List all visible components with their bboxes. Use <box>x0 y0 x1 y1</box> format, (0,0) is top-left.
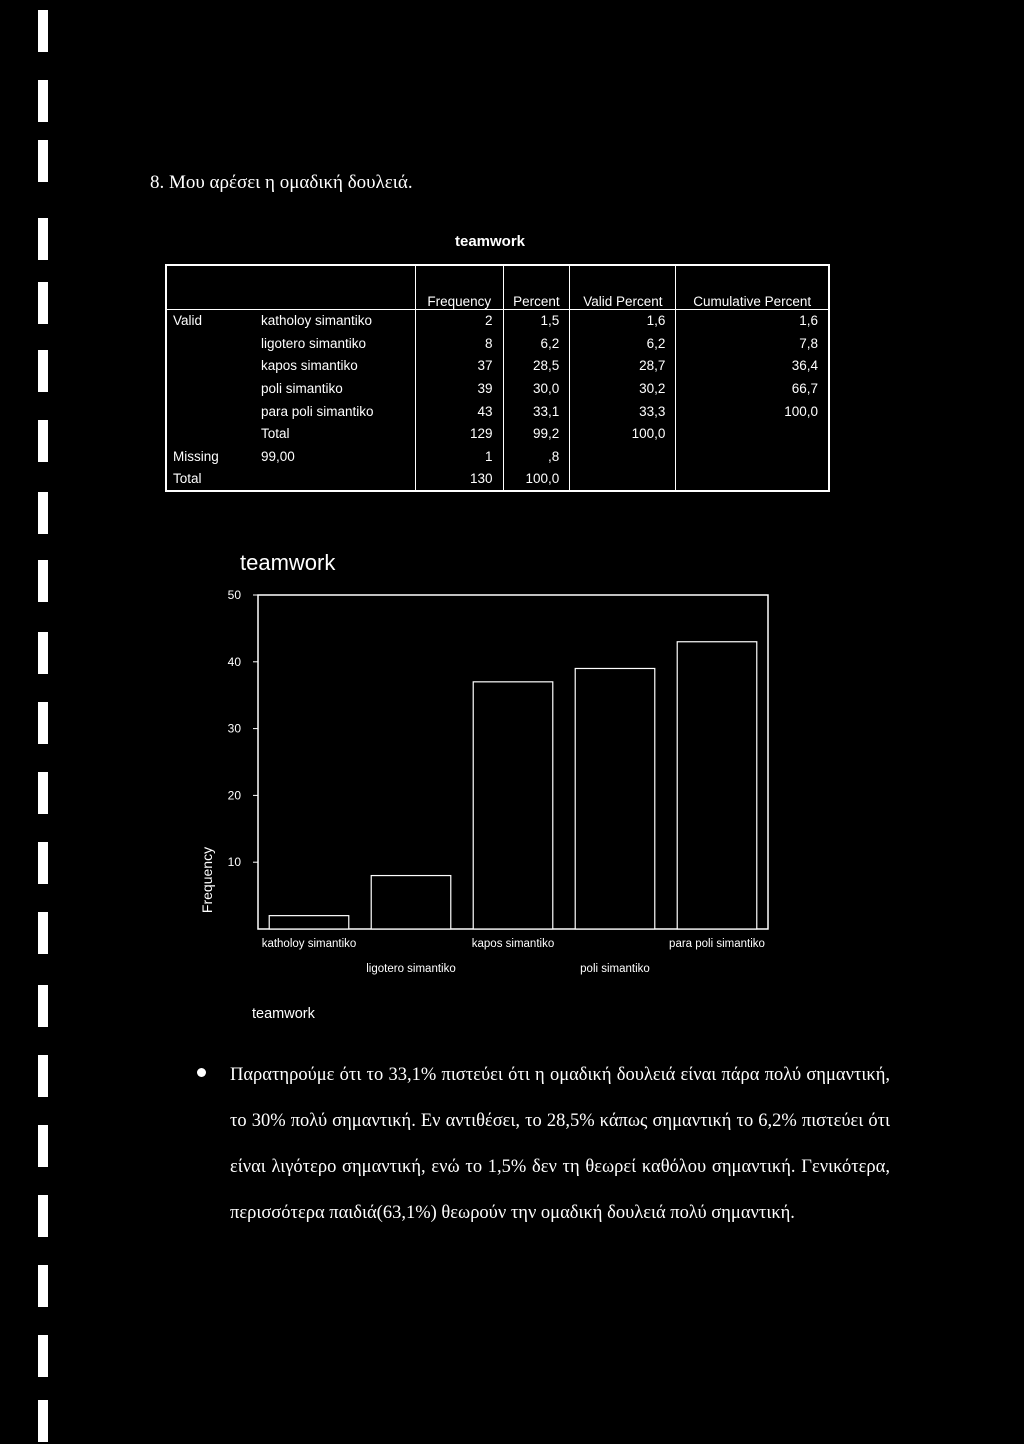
table-cell: kapos simantiko <box>261 358 358 374</box>
edge-mark <box>38 1125 48 1167</box>
table-title: teamwork <box>455 233 526 250</box>
table-cell <box>570 468 676 492</box>
table-cell: katholoy simantiko <box>261 313 373 329</box>
table-cell: 100,0 <box>676 400 829 423</box>
table-row <box>166 422 829 445</box>
y-axis-label: Frequency <box>199 846 215 914</box>
table-cell: ,8 <box>503 445 570 468</box>
x-tick-label: kapos simantiko <box>471 938 555 950</box>
table-cell: 39 <box>416 377 504 400</box>
table-body <box>166 309 829 491</box>
x-tick-label: para poli simantiko <box>669 938 765 950</box>
header-cumulative-percent: Cumulative Percent <box>676 265 829 309</box>
header-valid-percent: Valid Percent <box>570 265 676 309</box>
table-cell: 6,2 <box>570 332 676 355</box>
table-cell: 129 <box>416 422 504 445</box>
table-cell <box>257 468 416 492</box>
table-cell: 30,0 <box>503 377 570 400</box>
header-frequency: Frequency <box>416 265 504 309</box>
edge-mark <box>38 420 48 462</box>
edge-mark <box>38 632 48 674</box>
table-cell: para poli simantiko <box>261 403 374 419</box>
table-cell: Valid <box>173 313 203 329</box>
edge-mark <box>38 492 48 534</box>
edge-mark <box>38 140 48 182</box>
table-cell <box>166 422 257 445</box>
bar-1 <box>371 876 451 929</box>
table-cell <box>166 377 257 400</box>
table-row <box>166 355 829 378</box>
plot-frame <box>258 595 768 929</box>
table-cell: 99,2 <box>503 422 570 445</box>
edge-mark <box>38 282 48 324</box>
table-cell: 43 <box>416 400 504 423</box>
edge-mark <box>38 1055 48 1097</box>
table-cell: 66,7 <box>676 377 829 400</box>
table-cell <box>166 332 257 355</box>
frequency-table <box>165 264 830 492</box>
table-cell: 33,3 <box>570 400 676 423</box>
table-cell <box>676 468 829 492</box>
y-tick-label: 10 <box>227 855 241 870</box>
table-cell: 36,4 <box>676 355 829 378</box>
y-tick-label: 30 <box>227 721 241 736</box>
edge-mark <box>38 985 48 1027</box>
bullet-icon <box>197 1068 206 1077</box>
table-cell <box>676 422 829 445</box>
bar-3 <box>575 668 655 929</box>
edge-mark <box>38 912 48 954</box>
table-cell <box>570 445 676 468</box>
table-cell: 37 <box>416 355 504 378</box>
edge-mark <box>38 218 48 260</box>
table-row <box>166 377 829 400</box>
edge-mark <box>38 1195 48 1237</box>
table-cell <box>166 400 257 423</box>
y-tick-label: 20 <box>227 788 241 803</box>
table-cell: Missing <box>173 448 219 464</box>
header-cell <box>166 265 257 309</box>
table-cell: 7,8 <box>676 332 829 355</box>
x-tick-label: katholoy simantiko <box>261 938 357 950</box>
header-cell <box>257 265 416 309</box>
table-row <box>166 332 829 355</box>
edge-mark <box>38 772 48 814</box>
table-cell: 1,6 <box>676 309 829 332</box>
table-cell: 100,0 <box>570 422 676 445</box>
table-cell <box>166 355 257 378</box>
header-percent: Percent <box>503 265 570 309</box>
table-cell: 8 <box>416 332 504 355</box>
table-cell: ligotero simantiko <box>261 335 367 351</box>
table-cell <box>676 445 829 468</box>
y-tick-label: 50 <box>227 588 241 602</box>
table-cell: 30,2 <box>570 377 676 400</box>
table-cell: Total <box>173 471 202 487</box>
table-row <box>166 400 829 423</box>
table-cell: 99,00 <box>261 448 295 464</box>
table-row <box>166 309 829 332</box>
table-cell: 28,7 <box>570 355 676 378</box>
edge-mark <box>38 80 48 122</box>
edge-mark <box>38 1335 48 1377</box>
table-cell: 2 <box>416 309 504 332</box>
x-tick-label: ligotero simantiko <box>366 963 456 975</box>
table-cell: 6,2 <box>503 332 570 355</box>
table-header-row <box>166 265 829 309</box>
chart-title: teamwork <box>240 550 336 575</box>
section-heading: 8. Μου αρέσει η ομαδική δουλειά. <box>150 172 413 193</box>
table-cell: 130 <box>416 468 504 492</box>
edge-mark <box>38 350 48 392</box>
table-cell: 100,0 <box>503 468 570 492</box>
table-cell: 33,1 <box>503 400 570 423</box>
table-row <box>166 468 829 492</box>
table-cell: 1 <box>416 445 504 468</box>
edge-mark <box>38 1265 48 1307</box>
x-tick-label: poli simantiko <box>580 963 650 975</box>
bar-2 <box>473 682 553 929</box>
page-edge-marks <box>38 0 48 1444</box>
bar-4 <box>677 642 757 929</box>
bar-0 <box>269 916 349 929</box>
table-cell: 1,5 <box>503 309 570 332</box>
x-axis-label: teamwork <box>252 1006 315 1022</box>
table-cell: Total <box>261 426 290 442</box>
summary-paragraph: Παρατηρούμε ότι το 33,1% πιστεύει ότι η ομαδική δουλειά είναι πάρα πολύ σημαντική, το 30% πολύ σημαντική. Εν αντιθέσει, το 28,5% κάπως σημαντική το 6,2% πιστεύει ότι είναι λιγότερο σημαντική, ενώ το 1,5% δεν τη θεωρεί καθόλου σημαντική. Γενικότερα, περισσότερα παιδιά(63,1%) θεωρούν την ομαδική δουλειά πολύ σημαντική. <box>230 1065 890 1223</box>
edge-mark <box>38 702 48 744</box>
edge-mark <box>38 560 48 602</box>
table-row <box>166 445 829 468</box>
edge-mark <box>38 842 48 884</box>
table-cell: poli simantiko <box>261 381 343 397</box>
table-cell: 1,6 <box>570 309 676 332</box>
table-cell: 28,5 <box>503 355 570 378</box>
edge-mark <box>38 1400 48 1442</box>
y-tick-label: 40 <box>227 654 241 669</box>
edge-mark <box>38 10 48 52</box>
